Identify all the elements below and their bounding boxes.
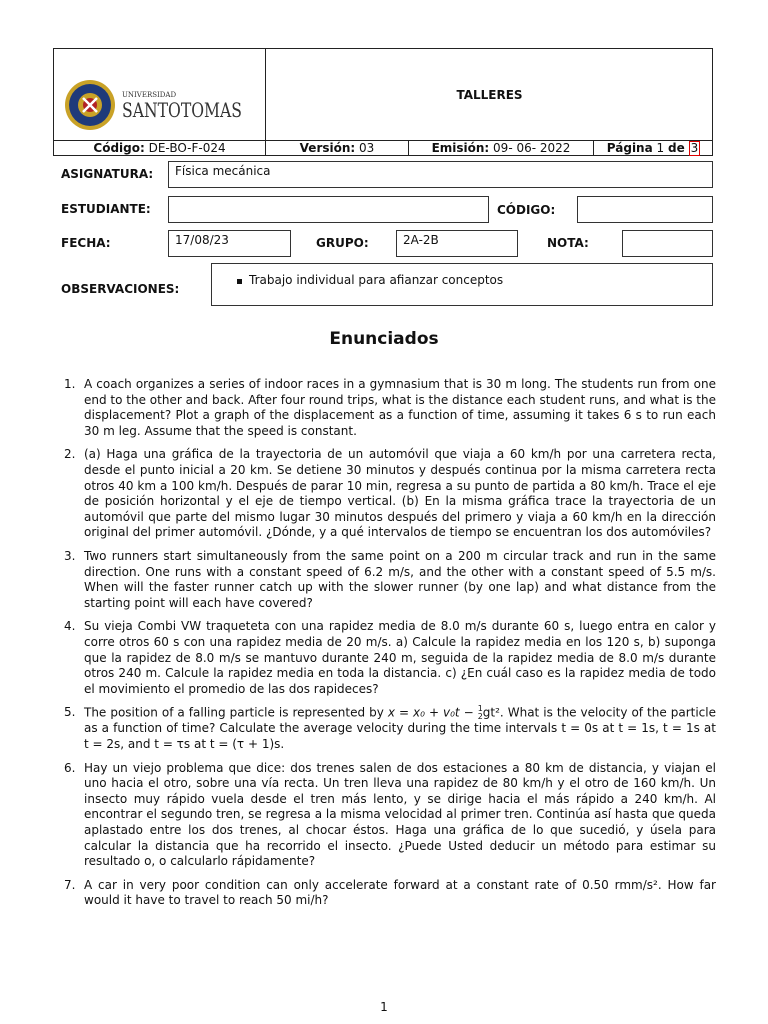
- nota-field[interactable]: [622, 230, 713, 257]
- estudiante-field[interactable]: [168, 196, 489, 223]
- item-text: Two runners start simultaneously from the same point on a 200 m circular track and run in the same direction. One runs with a constant speed of 6.2 m/s, and the other with a constant speed of 5.5 m/s. When will the faster runner catch up with the slower runner (by one lap) and what distance from the starting point will each have covered?: [84, 548, 716, 610]
- list-item: [64, 877, 716, 909]
- bullet-icon: [237, 279, 242, 284]
- pagina-value: 1: [656, 141, 665, 155]
- item-text: Su vieja Combi VW traqueteta con una rapidez media de 8.0 m/s durante 60 s, luego entra en calor y corre otros 60 s con una rapidez media de 20 m/s. a) Calcule la rapidez media en los 120 s, b) suponga que la rapidez de 8.0 m/s se mantuvo durante 240 m, seguida de la rapidez media de 8.0 m/s durante otros 240 m. Calcule la rapidez media en toda la distancia. c) ¿En cuál caso es la rapidez media de todo el movimiento el promedio de las dos rapideces?: [84, 619, 716, 696]
- observaciones-field[interactable]: [211, 263, 713, 306]
- fecha-label: FECHA:: [61, 236, 111, 250]
- list-item: [64, 704, 716, 752]
- logo-text: SANTOTOMAS: [122, 98, 242, 122]
- list-item: [64, 548, 716, 611]
- list-item: [64, 619, 716, 697]
- item-number: 1.: [64, 377, 76, 391]
- estudiante-label: ESTUDIANTE:: [61, 202, 151, 216]
- item-text: A coach organizes a series of indoor races in a gymnasium that is 30 m long. The students run from one end to the other and back. After four round trips, what is the distance each student runs, and what is the displacement? Plot a graph of the displacement as a function of time, assuming it takes 6 s to run each 30 m leg. Assume that the speed is constant.: [84, 377, 716, 438]
- page-number: 1: [380, 1000, 388, 1014]
- emision-label: Emisión:: [431, 141, 490, 155]
- asignatura-label: ASIGNATURA:: [61, 167, 154, 181]
- list-item: [64, 377, 716, 439]
- item-text: Hay un viejo problema que dice: dos trenes salen de dos estaciones a 80 km de distancia, y viajan el uno hacia el otro, sobre una vía recta. Un tren lleva una rapidez de 80 km/h y el otro de 160 km/h. Un insecto muy rápido vuela desde el tren más lento, y se dirige hacia el más rápido a 240 km/h. Al encontrar el segundo tren, se regresa a la misma velocidad al primer tren. Continúa así hasta que queda aplastado entre los dos trenes, al chocar éstos. Haga una gráfica de lo que sucedió, y úsela para calcular la distancia que ha recorrido el insecto. ¿Puede Usted deducir un método para estimar su resultado o, o calcularlo rápidamente?: [84, 760, 716, 869]
- university-logo: [64, 77, 249, 140]
- codigo-label: CÓDIGO:: [497, 203, 556, 217]
- logo-small-text: UNIVERSIDAD: [122, 91, 177, 99]
- emision-value: 09- 06- 2022: [493, 141, 571, 155]
- codigo-field[interactable]: [577, 196, 713, 223]
- version-value: 03: [359, 141, 375, 155]
- codigo-cell: [54, 141, 265, 156]
- item-number: 7.: [64, 877, 76, 892]
- problem-list: [64, 377, 716, 917]
- codigo-value: DE-BO-F-024: [148, 141, 226, 155]
- fraction-denominator: 2: [477, 712, 483, 722]
- document-title: TALLERES: [456, 87, 523, 102]
- item-text: The position of a falling particle is represented by: [84, 705, 388, 720]
- item-number: 5.: [64, 705, 76, 720]
- nota-label: NOTA:: [547, 236, 589, 250]
- pagina-label: Página: [606, 141, 653, 155]
- fraction-numerator: 1: [477, 704, 483, 714]
- item-number: 4.: [64, 619, 76, 634]
- fecha-field[interactable]: 17/08/23: [168, 230, 291, 257]
- item-text: (a) Haga una gráfica de la trayectoria de un automóvil que viaja a 60 km/h por una carretera recta, desde el punto inicial a 20 km. Se detiene 30 minutos y después continua por la misma carretera recta otros 40 km a 100 km/h. Después de parar 10 min, regresa a su punto de partida a 80 km/h. Trace el eje de posición horizontal y el eje de tiempo vertical. (b) En la misma gráfica trace la trayectoria de un automóvil que parte del mismo lugar 30 minutos después del primero y viaja a 60 km/h en la dirección original del primer automóvil. ¿Dónde, y a qué intervalos de tiempo se encuentran los dos automóviles?: [84, 447, 716, 540]
- emision-cell: [409, 141, 593, 156]
- codigo-label: Código:: [93, 141, 145, 155]
- de-label: de: [668, 141, 685, 155]
- item-number: 2.: [64, 447, 76, 462]
- section-heading: Enunciados: [329, 329, 439, 349]
- total-pages: 3: [690, 141, 699, 155]
- version-cell: [266, 141, 408, 156]
- observaciones-text: Trabajo individual para afianzar conceptos: [249, 273, 504, 287]
- observaciones-label: OBSERVACIONES:: [61, 282, 180, 296]
- item-number: 6.: [64, 760, 76, 775]
- item-text: A car in very poor condition can only accelerate forward at a constant rate of 0.50 rmm/s². How far would it have to travel to reach 50 mi/h?: [84, 877, 716, 908]
- version-label: Versión:: [299, 141, 356, 155]
- list-item: [64, 447, 716, 541]
- item-text: gt². What is the velocity of the particle as a function of time? Calculate the average velocity during the time intervals t = 0s at t = 1s, t = 1s at t = 2s, and t = τs at t = (τ + 1)s.: [84, 705, 716, 751]
- item-number: 3.: [64, 548, 76, 563]
- asignatura-field[interactable]: Física mecánica: [168, 161, 713, 188]
- list-item: [64, 760, 716, 870]
- document-header: [53, 48, 713, 156]
- grupo-field[interactable]: 2A-2B: [396, 230, 518, 257]
- formula: x = x₀ + v₀t −: [387, 705, 478, 720]
- pagina-cell: [594, 141, 713, 156]
- grupo-label: GRUPO:: [316, 236, 369, 250]
